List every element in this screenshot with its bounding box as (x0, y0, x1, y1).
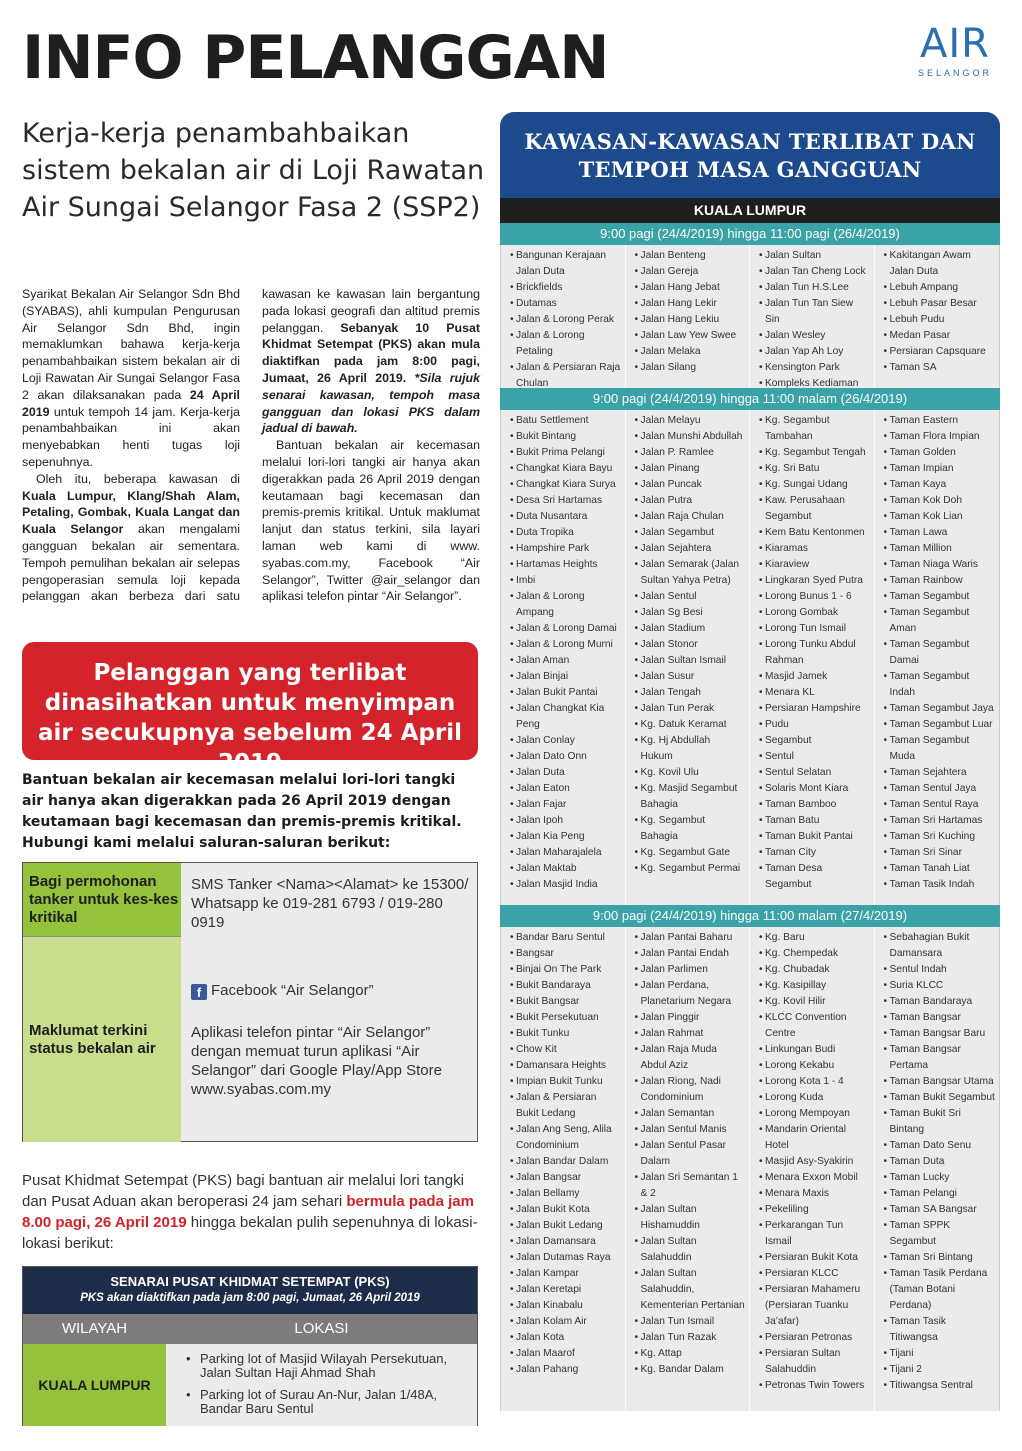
area-item: • Kem Batu Kentonmen (759, 525, 870, 541)
area-item: • Persiaran Sultan Salahuddin (759, 1346, 870, 1378)
area-item: • Taman Kaya (884, 477, 996, 493)
area-item: • Kg. Chubadak (759, 962, 870, 978)
area-item: • Jalan Law Yew Swee (635, 328, 746, 344)
area-item: • Persiaran Capsquare (884, 344, 996, 360)
area-item: • Jalan Tengah (635, 685, 746, 701)
area-item: • Bangunan Kerajaan Jalan Duta (510, 248, 621, 280)
area-item: • Jalan Pinggir (635, 1010, 746, 1026)
period-1: 9:00 pagi (24/4/2019) hingga 11:00 pagi (26/4/2019) (500, 223, 1000, 245)
area-item: • Jalan Putra (635, 493, 746, 509)
area-item: • Kg. Segambut Tengah (759, 445, 870, 461)
area-item: • Lorong Bunus 1 - 6 (759, 589, 870, 605)
facebook-icon: f (191, 984, 207, 1000)
area-item: • Taman SPPK Segambut (884, 1218, 996, 1250)
area-item: • Taman Lucky (884, 1170, 996, 1186)
area-item: • Jalan Tun Razak (635, 1330, 746, 1346)
contact-facebook[interactable]: f Facebook “Air Selangor” (191, 981, 471, 1000)
area-item: • Jalan P. Ramlee (635, 445, 746, 461)
intro-paragraph-1: Syarikat Bekalan Air Selangor Sdn Bhd (SYABAS), ahli kumpulan Pengurusan Air Selangor Sdn Bhd, ingin memaklumkan bahawa kerja-kerja penambahbaikan sistem bekalan air di Loji Rawatan Air Sungai Selangor Fasa 2 akan dilaksanakan pada 24 April 2019 untuk tempoh 14 jam. Kerja-kerja penambahbaikan ini akan menyebabkan henti tugas loji sepenuhnya. (22, 287, 240, 469)
area-item: • Jalan Eaton (510, 781, 621, 797)
area-item: • Binjai On The Park (510, 962, 621, 978)
area-item: • Jalan Susur (635, 669, 746, 685)
contact-label-status: Maklumat terkini status bekalan air (23, 937, 181, 1142)
area-item: • Lorong Tun Ismail (759, 621, 870, 637)
area-item: • Jalan Pantai Baharu (635, 930, 746, 946)
area-item: • Bukit Prima Pelangi (510, 445, 621, 461)
area-item: • Jalan Wesley (759, 328, 870, 344)
area-item: • Hampshire Park (510, 541, 621, 557)
area-item: • Jalan Kolam Air (510, 1314, 621, 1330)
area-item: • Jalan Pahang (510, 1362, 621, 1378)
area-item: • Taman Bangsar (884, 1010, 996, 1026)
area-item: • Tijani (884, 1346, 996, 1362)
area-item: • Jalan Sultan Ismail (635, 653, 746, 669)
area-item: • Jalan Tan Cheng Lock (759, 264, 870, 280)
area-item: • Taman Tasik Indah (884, 877, 996, 893)
area-item: • Bangsar (510, 946, 621, 962)
pks-table-subtitle: PKS akan diaktifkan pada jam 8:00 pagi, Jumaat, 26 April 2019 (80, 1292, 420, 1304)
area-item: • Taman Sri Hartamas (884, 813, 996, 829)
area-item: • Taman Golden (884, 445, 996, 461)
area-item: • Jalan Semantan (635, 1106, 746, 1122)
area-item: • Jalan Hang Lekir (635, 296, 746, 312)
area-item: • Masjid Asy-Syakirin (759, 1154, 870, 1170)
article-body (22, 286, 480, 605)
contact-table (22, 862, 478, 1142)
area-item: • Bukit Persekutuan (510, 1010, 621, 1026)
area-item: • Kg. Masjid Segambut Bahagia (635, 781, 746, 813)
area-item: • Sentul Indah (884, 962, 996, 978)
area-item: • Lingkaran Syed Putra (759, 573, 870, 589)
area-item: • Kg. Baru (759, 930, 870, 946)
area-item: • Jalan Sri Semantan 1 & 2 (635, 1170, 746, 1202)
area-item: • Taman Segambut Luar (884, 717, 996, 733)
pks-column-headers (23, 1314, 477, 1344)
area-item: • Taman Bandaraya (884, 994, 996, 1010)
area-item: • Kg. Kovil Ulu (635, 765, 746, 781)
contact-label-tanker: Bagi permohonan tanker untuk kes-kes kritikal (23, 863, 181, 937)
advisory-banner: Pelanggan yang terlibat dinasihatkan untuk menyimpan air secukupnya sebelum 24 April 2019 (22, 642, 478, 760)
area-item: • Changkat Kiara Bayu (510, 461, 621, 477)
area-item: • Taman Lawa (884, 525, 996, 541)
area-item: • Jalan Tun H.S.Lee (759, 280, 870, 296)
area-item: • Jalan Segambut (635, 525, 746, 541)
area-item: • Jalan Parlimen (635, 962, 746, 978)
area-item: • Taman Bangsar Utama (884, 1074, 996, 1090)
area-item: • Taman Sejahtera (884, 765, 996, 781)
area-item: • Jalan Raja Chulan (635, 509, 746, 525)
area-item: • Kensington Park (759, 360, 870, 376)
area-item: • Solaris Mont Kiara (759, 781, 870, 797)
area-item: • Jalan Changkat Kia Peng (510, 701, 621, 733)
area-item: • Lorong Kota 1 - 4 (759, 1074, 870, 1090)
area-column (750, 410, 875, 905)
area-item: • Taman City (759, 845, 870, 861)
area-item: • Lorong Mempoyan (759, 1106, 870, 1122)
area-item: • Jalan Puncak (635, 477, 746, 493)
area-item: • Jalan Silang (635, 360, 746, 376)
area-item: • Changkat Kiara Surya (510, 477, 621, 493)
area-item: • Jalan Tun Ismail (635, 1314, 746, 1330)
area-item: • Jalan Binjai (510, 669, 621, 685)
area-item: • Kg. Attap (635, 1346, 746, 1362)
area-column (875, 410, 1000, 905)
area-item: • Taman Tanah Liat (884, 861, 996, 877)
pks-col-lokasi: LOKASI (294, 1320, 349, 1337)
area-item: • Menara KL (759, 685, 870, 701)
area-item: • Jalan & Persiaran Bukit Ledang (510, 1090, 621, 1122)
contact-app[interactable]: Aplikasi telefon pintar “Air Selangor” dengan memuat turun aplikasi “Air Selangor” dari Google Play/App Store www.syabas.com.my (191, 1024, 442, 1098)
area-item: • Jalan Bukit Ledang (510, 1218, 621, 1234)
pks-location-item: • Parking lot of Masjid Wilayah Persekutuan, Jalan Sultan Haji Ahmad Shah (186, 1352, 477, 1380)
area-item: • Jalan Perdana, Planetarium Negara (635, 978, 746, 1010)
area-item: • Mandarin Oriental Hotel (759, 1122, 870, 1154)
area-item: • Jalan Sultan (759, 248, 870, 264)
area-column (750, 927, 875, 1411)
area-item: • Jalan Damansara (510, 1234, 621, 1250)
area-column (501, 410, 626, 905)
area-item: • Imbi (510, 573, 621, 589)
area-item: • Lebuh Pudu (884, 312, 996, 328)
area-column (501, 927, 626, 1411)
area-item: • Jalan Kampar (510, 1266, 621, 1282)
area-item: • Jalan Hang Jebat (635, 280, 746, 296)
areas-region: KUALA LUMPUR (500, 198, 1000, 223)
area-item: • Jalan Maharajalela (510, 845, 621, 861)
area-item: • Duta Tropika (510, 525, 621, 541)
emergency-aid-text: Bantuan bekalan air kecemasan melalui lori-lori tangki air hanya akan digerakkan pada 26 April 2019 dengan keutamaan bagi kecemasan dan premis-premis kritikal. Hubungi kami melalui saluran-saluran berikut: (22, 772, 462, 851)
area-item: • Jalan Sentul (635, 589, 746, 605)
area-item: • Taman Bukit Pantai (759, 829, 870, 845)
area-item: • Jalan Sentul Manis (635, 1122, 746, 1138)
area-item: • Jalan Stadium (635, 621, 746, 637)
area-item: • Jalan Bandar Dalam (510, 1154, 621, 1170)
area-item: • Petronas Twin Towers (759, 1378, 870, 1394)
area-column (875, 927, 1000, 1411)
area-item: • Kg. Segambut Permai (635, 861, 746, 877)
area-item: • Taman Million (884, 541, 996, 557)
area-item: • Lebuh Ampang (884, 280, 996, 296)
area-grid-3 (500, 927, 1000, 1411)
area-item: • Jalan Tun Perak (635, 701, 746, 717)
contact-sms-whatsapp: SMS Tanker <Nama><Alamat> ke 15300/ Whatsapp ke 019-281 6793 / 019-280 0919 (191, 876, 469, 931)
area-item: • Jalan Pinang (635, 461, 746, 477)
area-item: • Jalan Masjid India (510, 877, 621, 893)
area-item: • Sentul (759, 749, 870, 765)
area-item: • Pudu (759, 717, 870, 733)
area-item: • Lebuh Pasar Besar (884, 296, 996, 312)
area-item: • Kiaraview (759, 557, 870, 573)
pks-locations (166, 1344, 477, 1426)
area-item: • Taman Duta (884, 1154, 996, 1170)
area-item: • Persiaran Hampshire (759, 701, 870, 717)
pks-location-item: • Parking lot of Surau An-Nur, Jalan 1/48A, Bandar Baru Sentul (186, 1388, 477, 1416)
area-item: • Kg. Hj Abdullah Hukum (635, 733, 746, 765)
air-selangor-logo (905, 22, 1005, 88)
area-item: • Kakitangan Awam Jalan Duta (884, 248, 996, 280)
area-item: • Taman Tasik Titiwangsa (884, 1314, 996, 1346)
area-item: • Taman Pelangi (884, 1186, 996, 1202)
area-item: • Taman Segambut Indah (884, 669, 996, 701)
area-item: • Jalan & Lorong Ampang (510, 589, 621, 621)
area-item: • Kiaramas (759, 541, 870, 557)
area-item: • Jalan & Lorong Murni (510, 637, 621, 653)
area-item: • Jalan Pantai Endah (635, 946, 746, 962)
area-column (875, 245, 1000, 388)
area-item: • Dutamas (510, 296, 621, 312)
area-item: • Taman Sri Kuching (884, 829, 996, 845)
pks-row (23, 1344, 477, 1426)
pks-table-header (23, 1267, 477, 1314)
area-item: • Bandar Baru Sentul (510, 930, 621, 946)
area-item: • Taman Eastern (884, 413, 996, 429)
area-item: • Jalan Benteng (635, 248, 746, 264)
area-item: • Taman Bukit Sri Bintang (884, 1106, 996, 1138)
area-item: • Jalan Keretapi (510, 1282, 621, 1298)
area-item: • Taman Sentul Jaya (884, 781, 996, 797)
area-column (626, 245, 751, 388)
area-item: • Pekeliling (759, 1202, 870, 1218)
area-item: • Suria KLCC (884, 978, 996, 994)
area-item: • Jalan Raja Muda Abdul Aziz (635, 1042, 746, 1074)
area-item: • Kg. Segambut Tambahan (759, 413, 870, 445)
area-item: • Perkarangan Tun Ismail (759, 1218, 870, 1250)
area-item: • Bukit Bangsar (510, 994, 621, 1010)
area-item: • Brickfields (510, 280, 621, 296)
area-column (750, 245, 875, 388)
area-item: • Jalan Bukit Pantai (510, 685, 621, 701)
area-item: • Taman Dato Senu (884, 1138, 996, 1154)
area-item: • Taman Bukit Segambut (884, 1090, 996, 1106)
intro-paragraph-3: Bantuan bekalan air kecemasan melalui lori-lori tangki air hanya akan digerakkan pada 26 April 2019 dengan keutamaan bagi kecemasan dan premis-premis kritikal. Untuk maklumat lanjut dan status terkini, sila layari laman web kami di www. syabas.com.my, Facebook “Air Selangor”, Twitter @air_selangor dan aplikasi telefon pintar “Air Selangor”. (262, 438, 480, 604)
area-item: • Kg. Segambut Bahagia (635, 813, 746, 845)
area-item: • Kompleks Kediaman (759, 376, 870, 392)
area-item: • Medan Pasar (884, 328, 996, 344)
area-item: • Jalan Tun Tan Siew Sin (759, 296, 870, 328)
area-item: • Chow Kit (510, 1042, 621, 1058)
area-item: • Linkungan Budi (759, 1042, 870, 1058)
period-3: 9:00 pagi (24/4/2019) hingga 11:00 malam (27/4/2019) (500, 905, 1000, 927)
area-item: • Jalan Sentul Pasar Dalam (635, 1138, 746, 1170)
area-item: • Jalan Sultan Hishamuddin (635, 1202, 746, 1234)
area-item: • Sentul Selatan (759, 765, 870, 781)
area-item: • Jalan Yap Ah Loy (759, 344, 870, 360)
area-item: • Taman Sentul Raya (884, 797, 996, 813)
page-title: INFO PELANGGAN (22, 23, 609, 93)
area-item: • Bukit Tunku (510, 1026, 621, 1042)
area-item: • Jalan Fajar (510, 797, 621, 813)
area-item: • Lorong Gombak (759, 605, 870, 621)
area-item: • Persiaran Petronas (759, 1330, 870, 1346)
area-item: • KLCC Convention Centre (759, 1010, 870, 1042)
area-item: • Jalan Munshi Abdullah (635, 429, 746, 445)
area-item: • Jalan Ipoh (510, 813, 621, 829)
area-item: • Taman Rainbow (884, 573, 996, 589)
area-item: • Kg. Chempedak (759, 946, 870, 962)
area-item: • Taman Segambut Aman (884, 605, 996, 637)
affected-areas-panel (500, 112, 1000, 1427)
area-item: • Impian Bukit Tunku (510, 1074, 621, 1090)
area-item: • Bukit Bintang (510, 429, 621, 445)
area-grid-2 (500, 410, 1000, 905)
area-item: • Jalan Ang Seng, Alila Condominium (510, 1122, 621, 1154)
area-item: • Menara Exxon Mobil (759, 1170, 870, 1186)
area-item: • Jalan Kota (510, 1330, 621, 1346)
area-item: • Taman Segambut Muda (884, 733, 996, 765)
area-item: • Jalan Dato Onn (510, 749, 621, 765)
area-item: • Kg. Sri Batu (759, 461, 870, 477)
area-item: • Taman Segambut Damai (884, 637, 996, 669)
area-item: • Jalan Sejahtera (635, 541, 746, 557)
area-item: • Taman Bamboo (759, 797, 870, 813)
area-item: • Taman Segambut (884, 589, 996, 605)
area-item: • Persiaran Mahameru (Persiaran Tuanku Ja’afar) (759, 1282, 870, 1330)
area-item: • Jalan Kia Peng (510, 829, 621, 845)
area-item: • Persiaran KLCC (759, 1266, 870, 1282)
area-item: • Taman SA (884, 360, 996, 376)
area-grid-1 (500, 245, 1000, 388)
period-2: 9:00 pagi (24/4/2019) hingga 11:00 malam (26/4/2019) (500, 388, 1000, 410)
area-item: • Jalan Hang Lekiu (635, 312, 746, 328)
area-item: • Taman Flora Impian (884, 429, 996, 445)
area-item: • Jalan Bangsar (510, 1170, 621, 1186)
area-item: • Taman Tasik Perdana (Taman Botani Perdana) (884, 1266, 996, 1314)
area-item: • Taman SA Bangsar (884, 1202, 996, 1218)
area-item: • Taman Kok Lian (884, 509, 996, 525)
area-item: • Jalan Dutamas Raya (510, 1250, 621, 1266)
area-item: • Jalan Kinabalu (510, 1298, 621, 1314)
area-item: • Masjid Jamek (759, 669, 870, 685)
area-item: • Tijani 2 (884, 1362, 996, 1378)
area-item: • Lorong Kuda (759, 1090, 870, 1106)
area-item: • Taman Desa Segambut (759, 861, 870, 893)
area-item: • Jalan Bellamy (510, 1186, 621, 1202)
area-item: • Jalan Melayu (635, 413, 746, 429)
area-item: • Kg. Kovil Hilir (759, 994, 870, 1010)
pks-col-wilayah: WILAYAH (61, 1320, 128, 1337)
area-item: • Taman Sri Sinar (884, 845, 996, 861)
area-item: • Kg. Sungai Udang (759, 477, 870, 493)
area-item: • Jalan Aman (510, 653, 621, 669)
area-item: • Jalan Conlay (510, 733, 621, 749)
area-item: • Damansara Heights (510, 1058, 621, 1074)
area-item: • Jalan & Lorong Petaling (510, 328, 621, 360)
area-item: • Persiaran Bukit Kota (759, 1250, 870, 1266)
area-item: • Taman Batu (759, 813, 870, 829)
area-item: • Jalan Riong, Nadi Condominium (635, 1074, 746, 1106)
pks-region: KUALA LUMPUR (23, 1344, 166, 1426)
area-item: • Titiwangsa Sentral (884, 1378, 996, 1394)
pks-table (22, 1266, 478, 1426)
area-item: • Duta Nusantara (510, 509, 621, 525)
area-item: • Jalan & Lorong Perak (510, 312, 621, 328)
area-item: • Segambut (759, 733, 870, 749)
area-item: • Bukit Bandaraya (510, 978, 621, 994)
logo-sub: SELANGOR (917, 68, 992, 78)
area-item: • Kg. Datuk Keramat (635, 717, 746, 733)
area-item: • Kg. Kasipillay (759, 978, 870, 994)
area-column (626, 410, 751, 905)
area-item: • Jalan & Persiaran Raja Chulan (510, 360, 621, 392)
area-item: • Taman Segambut Jaya (884, 701, 996, 717)
area-item: • Menara Maxis (759, 1186, 870, 1202)
area-item: • Taman Impian (884, 461, 996, 477)
area-column (626, 927, 751, 1411)
area-item: • Taman Sri Bintang (884, 1250, 996, 1266)
area-item: • Jalan Melaka (635, 344, 746, 360)
area-item: • Taman Niaga Waris (884, 557, 996, 573)
area-item: • Jalan Rahmat (635, 1026, 746, 1042)
area-item: • Jalan Sultan Salahuddin (635, 1234, 746, 1266)
area-item: • Batu Settlement (510, 413, 621, 429)
article-headline: Kerja-kerja penambahbaikan sistem bekalan air di Loji Rawatan Air Sungai Selangor Fasa 2 (SSP2) (22, 118, 485, 223)
area-item: • Jalan Duta (510, 765, 621, 781)
area-item: • Jalan Sg Besi (635, 605, 746, 621)
area-item: • Lorong Kekabu (759, 1058, 870, 1074)
intro-paragraph-2: Oleh itu, beberapa kawasan di Kuala Lumpur, Klang/Shah Alam, Petaling, Gombak, Kuala Langat dan Kuala Selangor akan mengalami gangguan bekalan air sementara. Tempoh pemulihan bekalan air selepas pengoperasian semula loji kepada pelanggan akan berbeza dari satu kawasan ke kawasan lain bergantung pada lokasi geografi dan altitud premis pelanggan. Sebanyak 10 Pusat Khidmat Setempat (PKS) akan mula diaktifkan pada jam 8:00 pagi, Jumaat, 26 April 2019. *Sila rujuk senarai kawasan, tempoh masa gangguan dan lokasi PKS dalam jadual di bawah. (22, 287, 480, 604)
area-item: • Taman Bangsar Baru (884, 1026, 996, 1042)
area-item: • Lorong Tunku Abdul Rahman (759, 637, 870, 669)
area-item: • Jalan Stonor (635, 637, 746, 653)
area-item: • Hartamas Heights (510, 557, 621, 573)
area-item: • Sebahagian Bukit Damansara (884, 930, 996, 962)
area-item: • Jalan Bukit Kota (510, 1202, 621, 1218)
logo-word: AIR (920, 21, 990, 67)
area-item: • Jalan Maktab (510, 861, 621, 877)
area-item: • Jalan Gereja (635, 264, 746, 280)
pks-intro-text: Pusat Khidmat Setempat (PKS) bagi bantuan air melalui lori tangki dan Pusat Aduan akan beroperasi 24 jam sehari bermula pada jam 8.00 pagi, 26 April 2019 hingga bekalan pulih sepenuhnya di lokasi-lokasi berikut: (22, 1172, 478, 1252)
area-item: • Kg. Bandar Dalam (635, 1362, 746, 1378)
area-column (501, 245, 626, 388)
area-item: • Jalan & Lorong Damai (510, 621, 621, 637)
area-item: • Jalan Semarak (Jalan Sultan Yahya Petra) (635, 557, 746, 589)
area-item: • Desa Sri Hartamas (510, 493, 621, 509)
area-item: • Kaw. Perusahaan Segambut (759, 493, 870, 525)
area-item: • Jalan Maarof (510, 1346, 621, 1362)
areas-heading: KAWASAN-KAWASAN TERLIBAT DAN TEMPOH MASA GANGGUAN (500, 112, 1000, 198)
pks-table-title: SENARAI PUSAT KHIDMAT SETEMPAT (PKS) (110, 1274, 390, 1289)
area-item: • Jalan Sultan Salahuddin, Kementerian Pertanian (635, 1266, 746, 1314)
area-item: • Taman Kok Doh (884, 493, 996, 509)
area-item: • Taman Bangsar Pertama (884, 1042, 996, 1074)
area-item: • Kg. Segambut Gate (635, 845, 746, 861)
